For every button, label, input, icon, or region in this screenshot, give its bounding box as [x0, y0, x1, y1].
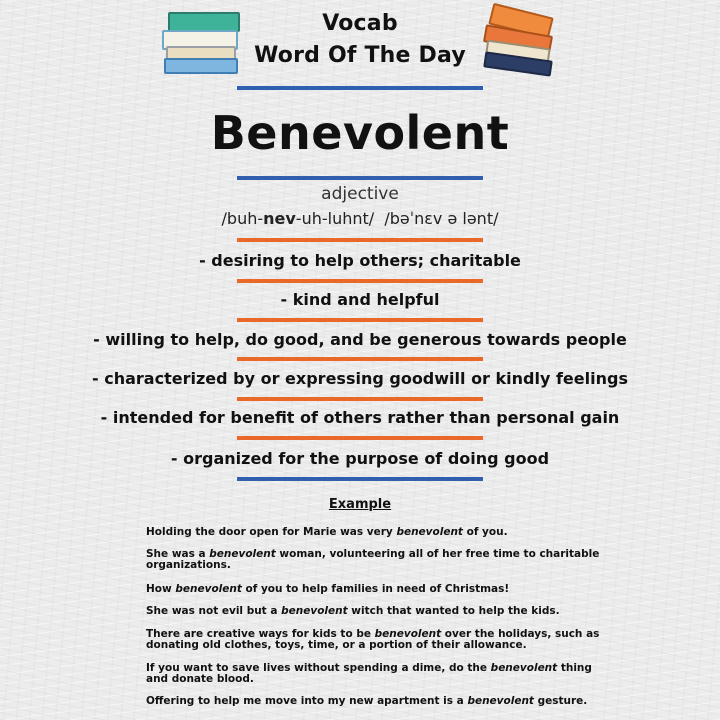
- definition-item: - kind and helpful: [280, 290, 440, 309]
- definition-item: - intended for benefit of others rather than personal gain: [100, 408, 620, 427]
- example-heading: Example: [328, 497, 392, 512]
- definition-item: - characterized by or expressing goodwill or kindly feelings: [92, 369, 628, 388]
- respelling-pre: /buh-: [221, 209, 264, 228]
- divider-orange: [237, 357, 483, 361]
- example-sentence: How benevolent of you to help families in need of Christmas!: [146, 583, 510, 595]
- example-sentence: Holding the door open for Marie was very benevolent of you.: [146, 526, 508, 538]
- example-sentence: Offering to help me move into my new apartment is a benevolent gesture.: [146, 695, 588, 707]
- divider-orange: [237, 436, 483, 440]
- divider-blue: [237, 86, 483, 90]
- divider-blue: [237, 176, 483, 180]
- divider-orange: [237, 279, 483, 283]
- example-sentence: She was not evil but a benevolent witch that wanted to help the kids.: [146, 605, 560, 617]
- example-sentence: There are creative ways for kids to be benevolent over the holidays, such as donating old clothes, toys, time, or a portion of their allowance.: [146, 628, 600, 651]
- example-keyword: benevolent: [490, 662, 558, 674]
- respelling-stress: nev: [263, 209, 296, 228]
- definition-item: - willing to help, do good, and be generous towards people: [93, 330, 627, 349]
- example-sentence: If you want to save lives without spending a dime, do the benevolent thing and donate blood.: [146, 662, 592, 685]
- example-keyword: benevolent: [396, 526, 463, 538]
- divider-blue: [237, 477, 483, 481]
- respelling-post: -uh-luhnt/: [295, 209, 375, 228]
- ipa: /bəˈnɛv ə lənt/: [384, 209, 499, 228]
- example-keyword: benevolent: [175, 583, 242, 595]
- example-sentence: She was a benevolent woman, volunteering all of her free time to charitable organizations.: [146, 548, 600, 571]
- divider-orange: [237, 318, 483, 322]
- divider-orange: [237, 397, 483, 401]
- divider-orange: [237, 238, 483, 242]
- example-keyword: benevolent: [374, 628, 442, 640]
- definition-item: - organized for the purpose of doing good: [170, 449, 550, 468]
- example-keyword: benevolent: [281, 605, 348, 617]
- definition-item: - desiring to help others; charitable: [199, 251, 521, 270]
- pronunciation: [0, 209, 720, 228]
- header-word-of-the-day: Word Of The Day: [254, 43, 466, 68]
- word-title: Benevolent: [210, 106, 510, 160]
- example-keyword: benevolent: [209, 548, 276, 560]
- header-vocab: Vocab: [322, 11, 398, 36]
- part-of-speech: adjective: [321, 184, 399, 204]
- example-keyword: benevolent: [467, 695, 534, 707]
